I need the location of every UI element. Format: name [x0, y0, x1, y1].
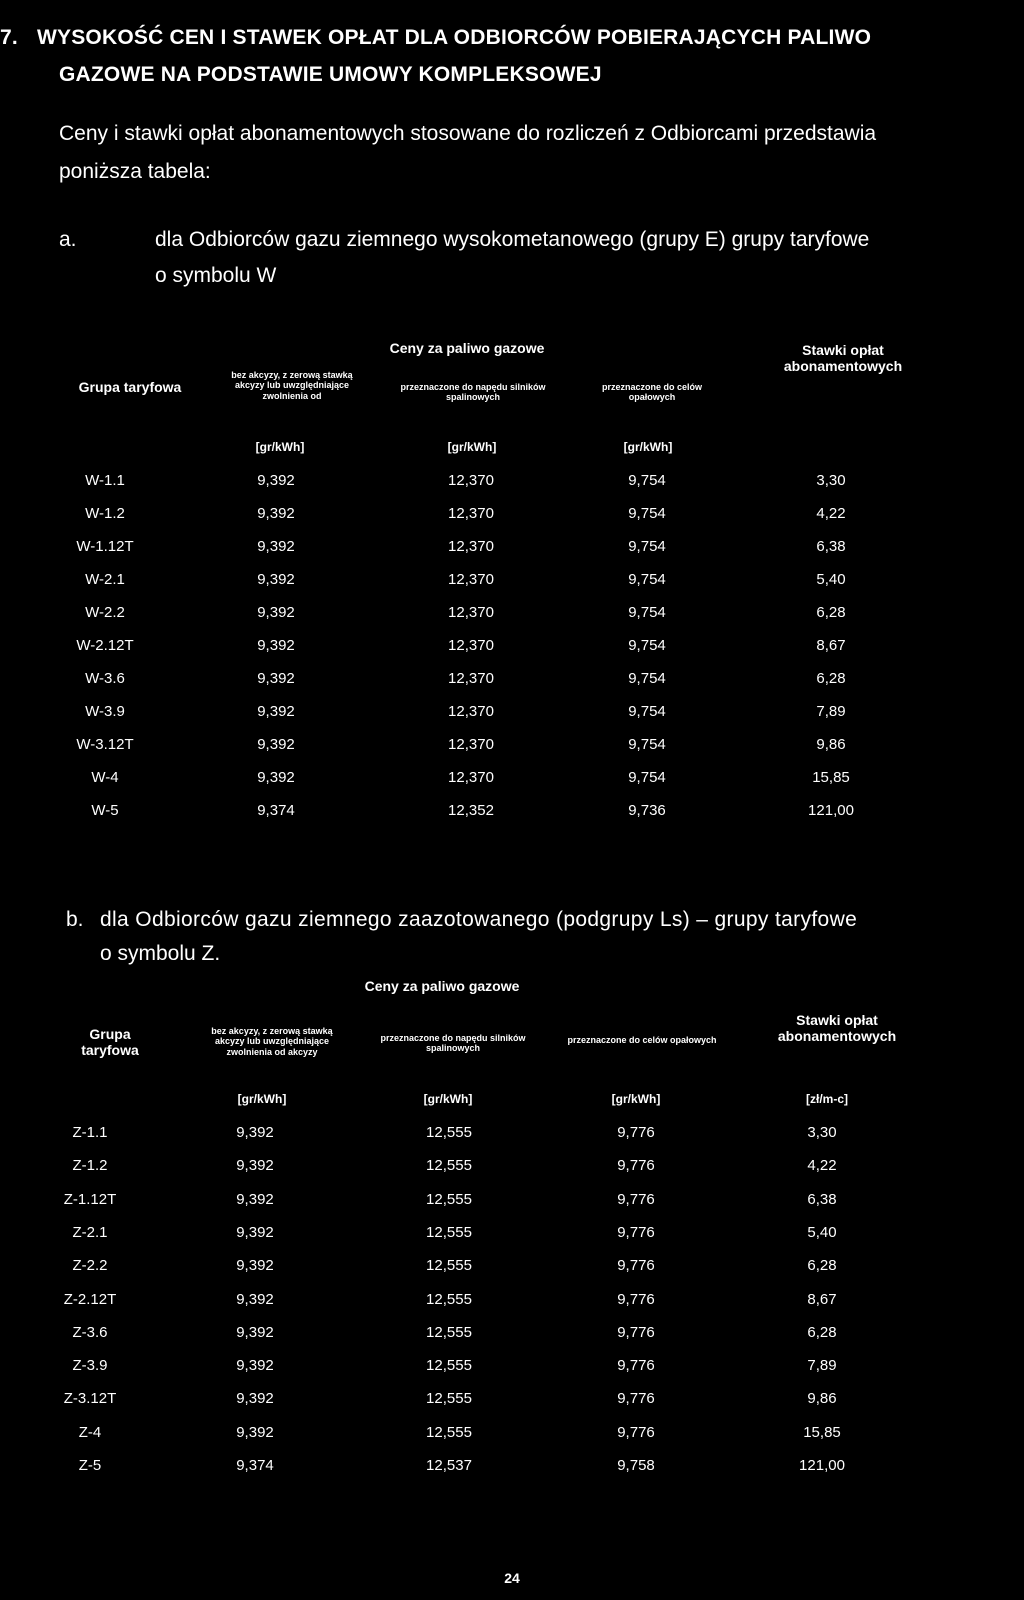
fee-cell: 4,22	[807, 1157, 837, 1175]
price-no-excise-cell: 9,392	[236, 1390, 274, 1408]
price-engine-cell: 12,370	[448, 769, 494, 786]
table-row	[0, 505, 1024, 529]
price-engine-cell: 12,555	[426, 1124, 472, 1141]
price-heating-cell: 9,754	[628, 604, 666, 621]
table-row	[0, 472, 1024, 496]
table-w-col1-header: bez akcyzy, z zerową stawką akcyzy lub uwzględniające zwolnienia od	[231, 370, 353, 401]
section-b-text-2: o symbolu Z.	[100, 942, 221, 965]
section-a-letter: a.	[59, 228, 77, 251]
group-cell: Z-3.12T	[63, 1390, 117, 1408]
price-engine-cell: 12,555	[426, 1257, 472, 1275]
fee-cell: 6,28	[816, 670, 846, 687]
table-row	[0, 769, 1024, 793]
price-engine-cell: 12,555	[426, 1190, 472, 1208]
price-no-excise-cell: 9,392	[257, 736, 295, 753]
price-no-excise-cell: 9,392	[236, 1257, 274, 1275]
price-engine-cell: 12,370	[448, 736, 494, 753]
heading-line-1: WYSOKOŚĆ CEN I STAWEK OPŁAT DLA ODBIORCÓW POBIERAJĄCYCH PALIWO	[37, 26, 872, 49]
table-z-group-header: Grupa taryfowa	[81, 1026, 139, 1059]
price-heating-cell: 9,776	[617, 1157, 655, 1175]
group-cell: Z-2.12T	[63, 1290, 117, 1308]
group-cell: Z-2.1	[72, 1223, 108, 1241]
fee-cell: 6,28	[816, 604, 846, 621]
price-engine-cell: 12,555	[426, 1390, 472, 1408]
price-no-excise-cell: 9,392	[236, 1157, 274, 1175]
table-row	[0, 1257, 1024, 1281]
price-no-excise-cell: 9,392	[257, 637, 295, 654]
fee-cell: 9,86	[807, 1390, 837, 1408]
price-heating-cell: 9,754	[628, 505, 666, 522]
price-heating-cell: 9,776	[617, 1290, 655, 1308]
fee-cell: 4,22	[816, 505, 846, 522]
group-cell: W-1.1	[85, 472, 125, 489]
table-row	[0, 1157, 1024, 1181]
table-z-unit-1: [gr/kWh]	[237, 1092, 287, 1106]
intro-line-2: poniższa tabela:	[59, 160, 211, 183]
table-row	[0, 571, 1024, 595]
price-engine-cell: 12,555	[426, 1323, 472, 1341]
fee-cell: 15,85	[812, 769, 850, 786]
group-cell: Z-2.2	[72, 1257, 108, 1275]
group-cell: W-5	[91, 802, 119, 819]
section-a-text-1: dla Odbiorców gazu ziemnego wysokometanowego (grupy E) grupy taryfowe	[155, 228, 870, 251]
price-engine-cell: 12,370	[448, 637, 494, 654]
price-engine-cell: 12,370	[448, 538, 494, 555]
price-engine-cell: 12,370	[448, 670, 494, 687]
price-no-excise-cell: 9,392	[257, 472, 295, 489]
table-row	[0, 1191, 1024, 1215]
fee-cell: 121,00	[808, 802, 854, 819]
price-engine-cell: 12,555	[426, 1157, 472, 1175]
price-heating-cell: 9,776	[617, 1390, 655, 1408]
table-w-group-header: Grupa taryfowa	[78, 379, 182, 395]
group-cell: Z-5	[78, 1457, 102, 1474]
price-heating-cell: 9,754	[628, 538, 666, 555]
price-heating-cell: 9,776	[617, 1124, 655, 1141]
price-engine-cell: 12,555	[426, 1223, 472, 1241]
price-no-excise-cell: 9,392	[257, 505, 295, 522]
table-w-col3-header: przeznaczone do celów opałowych	[601, 382, 703, 403]
table-w-fees-header: Stawki opłat abonamentowych	[783, 342, 903, 375]
page-number: 24	[504, 1570, 520, 1586]
price-no-excise-cell: 9,392	[257, 571, 295, 588]
price-heating-cell: 9,776	[617, 1257, 655, 1275]
fee-cell: 8,67	[807, 1290, 837, 1308]
fee-cell: 5,40	[816, 571, 846, 588]
price-heating-cell: 9,754	[628, 703, 666, 720]
price-no-excise-cell: 9,374	[257, 802, 295, 819]
table-row	[0, 1124, 1024, 1148]
price-no-excise-cell: 9,392	[236, 1290, 274, 1308]
group-cell: W-2.12T	[76, 637, 134, 654]
fee-cell: 6,28	[807, 1323, 837, 1341]
price-heating-cell: 9,776	[617, 1190, 655, 1208]
price-no-excise-cell: 9,392	[236, 1223, 274, 1241]
section-b-text-1: dla Odbiorców gazu ziemnego zaazotowanego (podgrupy Ls) – grupy taryfowe	[100, 908, 858, 931]
section-a-text-2: o symbolu W	[155, 264, 277, 287]
table-z-prices-header: Ceny za paliwo gazowe	[364, 978, 520, 994]
group-cell: W-1.2	[85, 505, 125, 522]
table-z-unit-3: [gr/kWh]	[611, 1092, 661, 1106]
section-b-letter: b.	[66, 908, 84, 931]
group-cell: W-3.9	[85, 703, 125, 720]
table-z-col2-header: przeznaczone do napędu silników spalinowych	[380, 1033, 526, 1054]
price-heating-cell: 9,754	[628, 670, 666, 687]
table-row	[0, 1324, 1024, 1348]
fee-cell: 3,30	[816, 472, 846, 489]
price-no-excise-cell: 9,392	[236, 1190, 274, 1208]
price-no-excise-cell: 9,392	[236, 1323, 274, 1341]
table-w-prices-header: Ceny za paliwo gazowe	[389, 340, 545, 356]
group-cell: Z-4	[78, 1423, 102, 1441]
fee-cell: 9,86	[816, 736, 846, 753]
price-no-excise-cell: 9,392	[257, 703, 295, 720]
fee-cell: 7,89	[807, 1357, 837, 1375]
table-row	[0, 802, 1024, 826]
price-no-excise-cell: 9,392	[236, 1423, 274, 1441]
group-cell: Z-1.2	[72, 1157, 108, 1175]
table-w-col2-header: przeznaczone do napędu silników spalinowych	[400, 382, 546, 403]
fee-cell: 7,89	[816, 703, 846, 720]
price-no-excise-cell: 9,392	[257, 604, 295, 621]
price-heating-cell: 9,776	[617, 1323, 655, 1341]
table-z-col1-header: bez akcyzy, z zerową stawką akcyzy lub uwzględniające zwolnienia od akcyzy	[211, 1026, 333, 1057]
fee-cell: 6,38	[807, 1190, 837, 1208]
group-cell: W-1.12T	[76, 538, 134, 555]
intro-line-1: Ceny i stawki opłat abonamentowych stosowane do rozliczeń z Odbiorcami przedstawia	[59, 122, 877, 145]
price-no-excise-cell: 9,392	[257, 538, 295, 555]
table-row	[0, 1424, 1024, 1448]
fee-cell: 121,00	[799, 1457, 845, 1474]
table-row	[0, 703, 1024, 727]
price-engine-cell: 12,352	[448, 802, 494, 819]
table-row	[0, 1224, 1024, 1248]
price-heating-cell: 9,754	[628, 571, 666, 588]
price-heating-cell: 9,776	[617, 1223, 655, 1241]
price-heating-cell: 9,754	[628, 736, 666, 753]
price-heating-cell: 9,736	[628, 802, 666, 819]
table-row	[0, 1291, 1024, 1315]
table-z-col3-header: przeznaczone do celów opałowych	[567, 1035, 717, 1045]
group-cell: W-2.2	[85, 604, 125, 621]
price-no-excise-cell: 9,392	[236, 1357, 274, 1375]
table-z-fees-header: Stawki opłat abonamentowych	[777, 1012, 897, 1045]
price-no-excise-cell: 9,392	[257, 769, 295, 786]
table-row	[0, 637, 1024, 661]
group-cell: Z-3.6	[72, 1323, 108, 1341]
fee-cell: 3,30	[807, 1124, 837, 1141]
fee-cell: 6,28	[807, 1257, 837, 1275]
price-engine-cell: 12,370	[448, 505, 494, 522]
table-w-unit-3: [gr/kWh]	[623, 440, 673, 454]
price-heating-cell: 9,754	[628, 637, 666, 654]
heading-number: 7.	[0, 26, 18, 49]
table-z-unit-4: [zł/m-c]	[806, 1092, 848, 1106]
group-cell: W-3.6	[85, 670, 125, 687]
group-cell: Z-3.9	[72, 1357, 108, 1375]
group-cell: W-4	[91, 769, 119, 786]
price-heating-cell: 9,758	[617, 1457, 655, 1474]
table-row	[0, 1457, 1024, 1481]
price-engine-cell: 12,555	[426, 1423, 472, 1441]
group-cell: Z-1.12T	[63, 1190, 117, 1208]
price-no-excise-cell: 9,392	[236, 1124, 274, 1141]
price-engine-cell: 12,555	[426, 1357, 472, 1375]
table-row	[0, 538, 1024, 562]
price-no-excise-cell: 9,374	[236, 1457, 274, 1474]
table-z-unit-2: [gr/kWh]	[423, 1092, 473, 1106]
group-cell: W-3.12T	[76, 736, 134, 753]
fee-cell: 5,40	[807, 1223, 837, 1241]
price-heating-cell: 9,776	[617, 1357, 655, 1375]
table-w-unit-1: [gr/kWh]	[255, 440, 305, 454]
price-engine-cell: 12,370	[448, 604, 494, 621]
table-row	[0, 670, 1024, 694]
price-heating-cell: 9,754	[628, 769, 666, 786]
price-engine-cell: 12,370	[448, 472, 494, 489]
group-cell: W-2.1	[85, 571, 125, 588]
table-row	[0, 736, 1024, 760]
table-w-unit-2: [gr/kWh]	[447, 440, 497, 454]
price-heating-cell: 9,754	[628, 472, 666, 489]
price-no-excise-cell: 9,392	[257, 670, 295, 687]
fee-cell: 8,67	[816, 637, 846, 654]
table-row	[0, 1357, 1024, 1381]
fee-cell: 6,38	[816, 538, 846, 555]
heading-line-2: GAZOWE NA PODSTAWIE UMOWY KOMPLEKSOWEJ	[59, 63, 602, 86]
price-engine-cell: 12,555	[426, 1290, 472, 1308]
fee-cell: 15,85	[803, 1423, 841, 1441]
group-cell: Z-1.1	[72, 1124, 108, 1141]
price-heating-cell: 9,776	[617, 1423, 655, 1441]
price-engine-cell: 12,537	[426, 1457, 472, 1474]
price-engine-cell: 12,370	[448, 571, 494, 588]
price-engine-cell: 12,370	[448, 703, 494, 720]
table-row	[0, 1390, 1024, 1414]
table-row	[0, 604, 1024, 628]
